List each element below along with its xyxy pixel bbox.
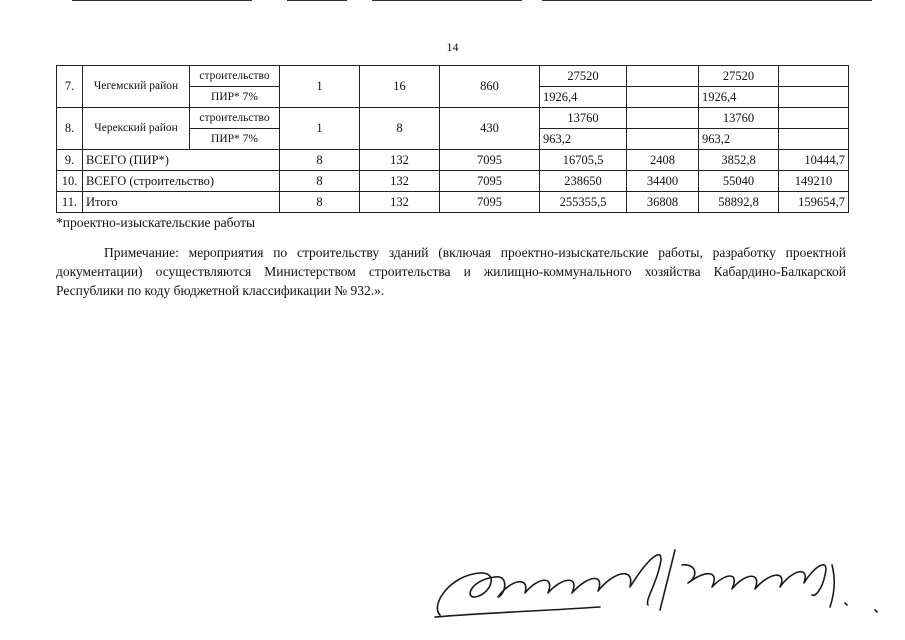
row-number: 9. — [57, 150, 83, 171]
value-cell: 860 — [440, 66, 540, 108]
amount-cell: 16705,5 — [540, 150, 627, 171]
value-cell: 16 — [360, 66, 440, 108]
note-paragraph: Примечание: мероприятия по строительству зданий (включая проектно-изыскательские работы, разработку проектной документации) осуществляются Министерством строительства и жилищно-коммунального хозяйства Кабардино-Балкарской Республики по коду бюджетной классификации № 932.». — [56, 245, 846, 298]
amount-cell: 10444,7 — [779, 150, 849, 171]
object-count: 8 — [280, 150, 360, 171]
amount-cell — [627, 87, 699, 108]
amount-cell: 58892,8 — [699, 192, 779, 213]
page-number: 14 — [446, 40, 459, 54]
total-label: Итого — [83, 192, 280, 213]
object-count: 8 — [280, 171, 360, 192]
amount-cell: 27520 — [699, 66, 779, 87]
amount-cell: 963,2 — [699, 129, 779, 150]
amount-cell: 13760 — [540, 108, 627, 129]
value-cell: 8 — [360, 108, 440, 150]
amount-cell: 13760 — [699, 108, 779, 129]
budget-table — [56, 65, 849, 213]
value-cell: 7095 — [440, 150, 540, 171]
amount-cell — [779, 129, 849, 150]
amount-cell — [779, 87, 849, 108]
value-cell: 430 — [440, 108, 540, 150]
amount-cell — [779, 108, 849, 129]
amount-cell: 159654,7 — [779, 192, 849, 213]
amount-cell: 55040 — [699, 171, 779, 192]
amount-cell — [627, 66, 699, 87]
row-number: 8. — [57, 108, 83, 150]
district-name: Черекский район — [83, 108, 190, 150]
value-cell: 132 — [360, 192, 440, 213]
top-border-rule — [72, 0, 872, 2]
work-type: строительство — [190, 108, 280, 129]
value-cell: 132 — [360, 171, 440, 192]
table-row — [57, 171, 849, 192]
amount-cell — [779, 66, 849, 87]
amount-cell: 149210 — [779, 171, 849, 192]
district-name: Чегемский район — [83, 66, 190, 108]
amount-cell: 3852,8 — [699, 150, 779, 171]
amount-cell: 238650 — [540, 171, 627, 192]
value-cell: 132 — [360, 150, 440, 171]
row-number: 11. — [57, 192, 83, 213]
amount-cell: 255355,5 — [540, 192, 627, 213]
signature-image — [420, 535, 890, 625]
amount-cell: 963,2 — [540, 129, 627, 150]
amount-cell: 27520 — [540, 66, 627, 87]
amount-cell — [627, 108, 699, 129]
amount-cell: 34400 — [627, 171, 699, 192]
row-number: 7. — [57, 66, 83, 108]
table-row — [57, 108, 849, 129]
value-cell: 7095 — [440, 192, 540, 213]
footnote: *проектно-изыскательские работы — [56, 215, 256, 230]
table-row — [57, 66, 849, 87]
total-label: ВСЕГО (ПИР*) — [83, 150, 280, 171]
work-type: строительство — [190, 66, 280, 87]
row-number: 10. — [57, 171, 83, 192]
object-count: 1 — [280, 108, 360, 150]
work-type: ПИР* 7% — [190, 87, 280, 108]
object-count: 1 — [280, 66, 360, 108]
object-count: 8 — [280, 192, 360, 213]
amount-cell: 36808 — [627, 192, 699, 213]
total-label: ВСЕГО (строительство) — [83, 171, 280, 192]
table-row — [57, 150, 849, 171]
amount-cell: 1926,4 — [699, 87, 779, 108]
amount-cell: 1926,4 — [540, 87, 627, 108]
table-row — [57, 192, 849, 213]
work-type: ПИР* 7% — [190, 129, 280, 150]
amount-cell — [627, 129, 699, 150]
amount-cell: 2408 — [627, 150, 699, 171]
value-cell: 7095 — [440, 171, 540, 192]
